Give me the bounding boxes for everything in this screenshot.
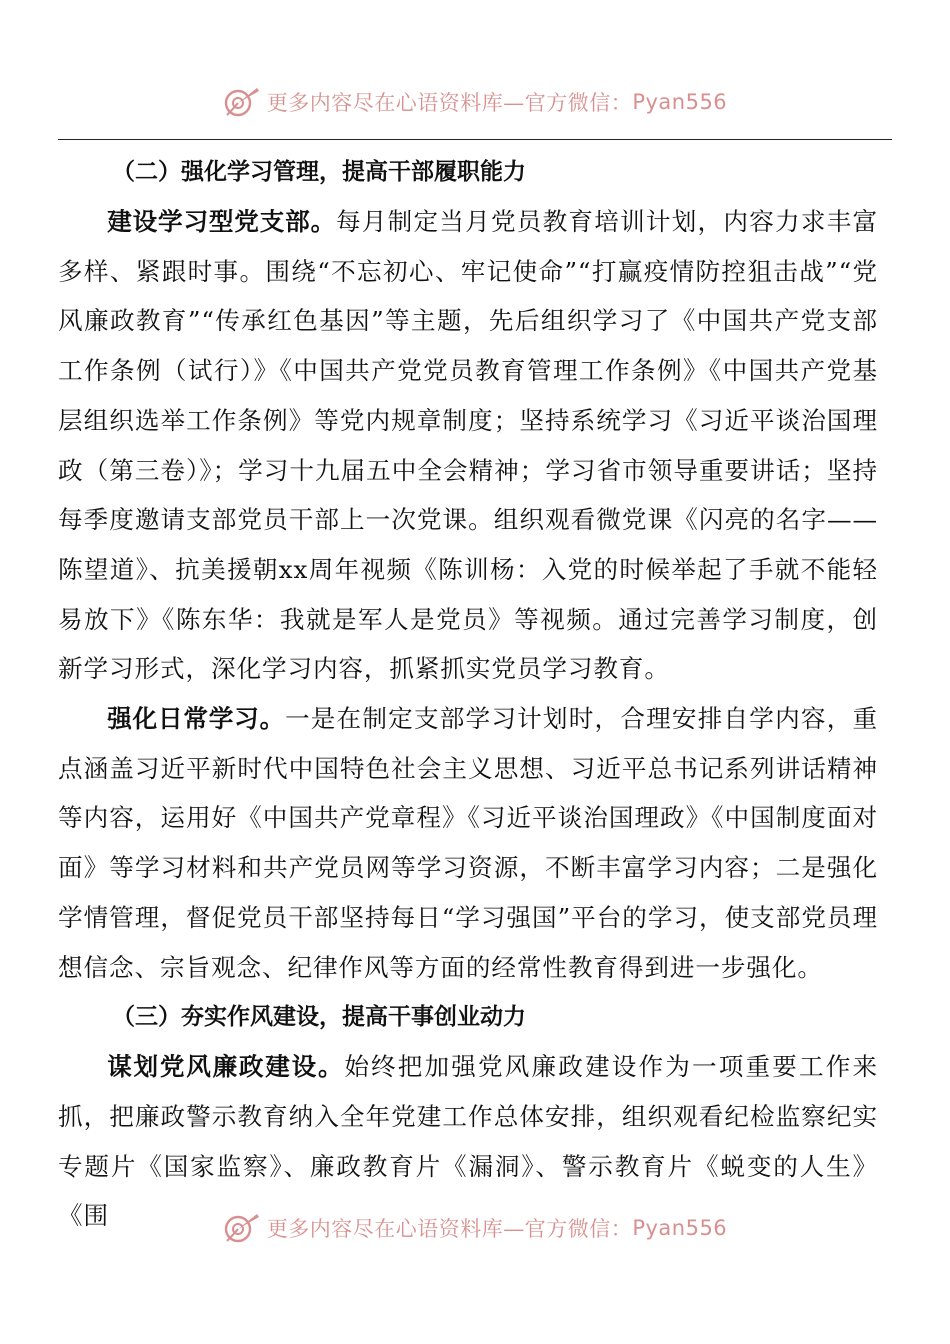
paragraph-lead: 谋划党风廉政建设。	[107, 1052, 345, 1082]
watermark-handle: Pyan556	[632, 90, 728, 114]
watermark-handle: Pyan556	[632, 1216, 728, 1240]
pen-nib-logo-icon	[223, 85, 261, 119]
paragraph-study-party-branch	[58, 197, 878, 694]
paragraph-lead: 建设学习型党支部。	[107, 207, 337, 236]
paragraph-daily-study	[58, 694, 878, 992]
paragraph-text: 始终把加强党风廉政建设作为一项重要工作来抓，把廉政警示教育纳入全年党建工作总体安排，组织观看纪检监察纪实专题片《国家监察》、廉政教育片《漏洞》、警示教育片《蜕变的人生》《围	[58, 1052, 878, 1231]
document-body	[58, 147, 878, 1241]
header-divider	[58, 139, 892, 140]
watermark-text: 更多内容尽在心语资料库—官方微信：	[266, 91, 633, 115]
paragraph-text: 每月制定当月党员教育培训计划，内容力求丰富多样、紧跟时事。围绕“不忘初心、牢记使命”“打赢疫情防控狙击战”“党风廉政教育”“传承红色基因”等主题，先后组织学习了《中国共产党支部工作条例（试行）》《中国共产党党员教育管理工作条例》《中国共产党基层组织选举工作条例》等党内规章制度；坚持系统学习《习近平谈治国理政（第三卷）》；学习十九届五中全会精神；学习省市领导重要讲话；坚持每季度邀请支部党员干部上一次党课。组织观看微党课《闪亮的名字——陈望道》、抗美援朝xx周年视频《陈训杨：入党的时候举起了手就不能轻易放下》《陈东华：我就是军人是党员》等视频。通过完善学习制度，创新学习形式，深化学习内容，抓紧抓实党员学习教育。	[58, 207, 878, 684]
pen-nib-logo-icon	[223, 1211, 261, 1245]
section-heading-3: （三）夯实作风建设，提高干事创业动力	[112, 1004, 526, 1031]
paragraph-text: 一是在制定支部学习计划时，合理安排自学内容，重点涵盖习近平新时代中国特色社会主义思想、习近平总书记系列讲话精神等内容，运用好《中国共产党章程》《习近平谈治国理政》《中国制度面对面》等学习材料和共产党员网等学习资源，不断丰富学习内容；二是强化学情管理，督促党员干部坚持每日“学习强国”平台的学习，使支部党员理想信念、宗旨观念、纪律作风等方面的经常性教育得到进一步强化。	[58, 704, 878, 982]
paragraph-lead: 强化日常学习。	[107, 704, 285, 734]
section-heading-2: （二）强化学习管理，提高干部履职能力	[112, 159, 526, 185]
watermark-header	[0, 82, 950, 122]
watermark-footer	[0, 1208, 950, 1248]
watermark-text: 更多内容尽在心语资料库—官方微信：	[266, 1217, 633, 1241]
